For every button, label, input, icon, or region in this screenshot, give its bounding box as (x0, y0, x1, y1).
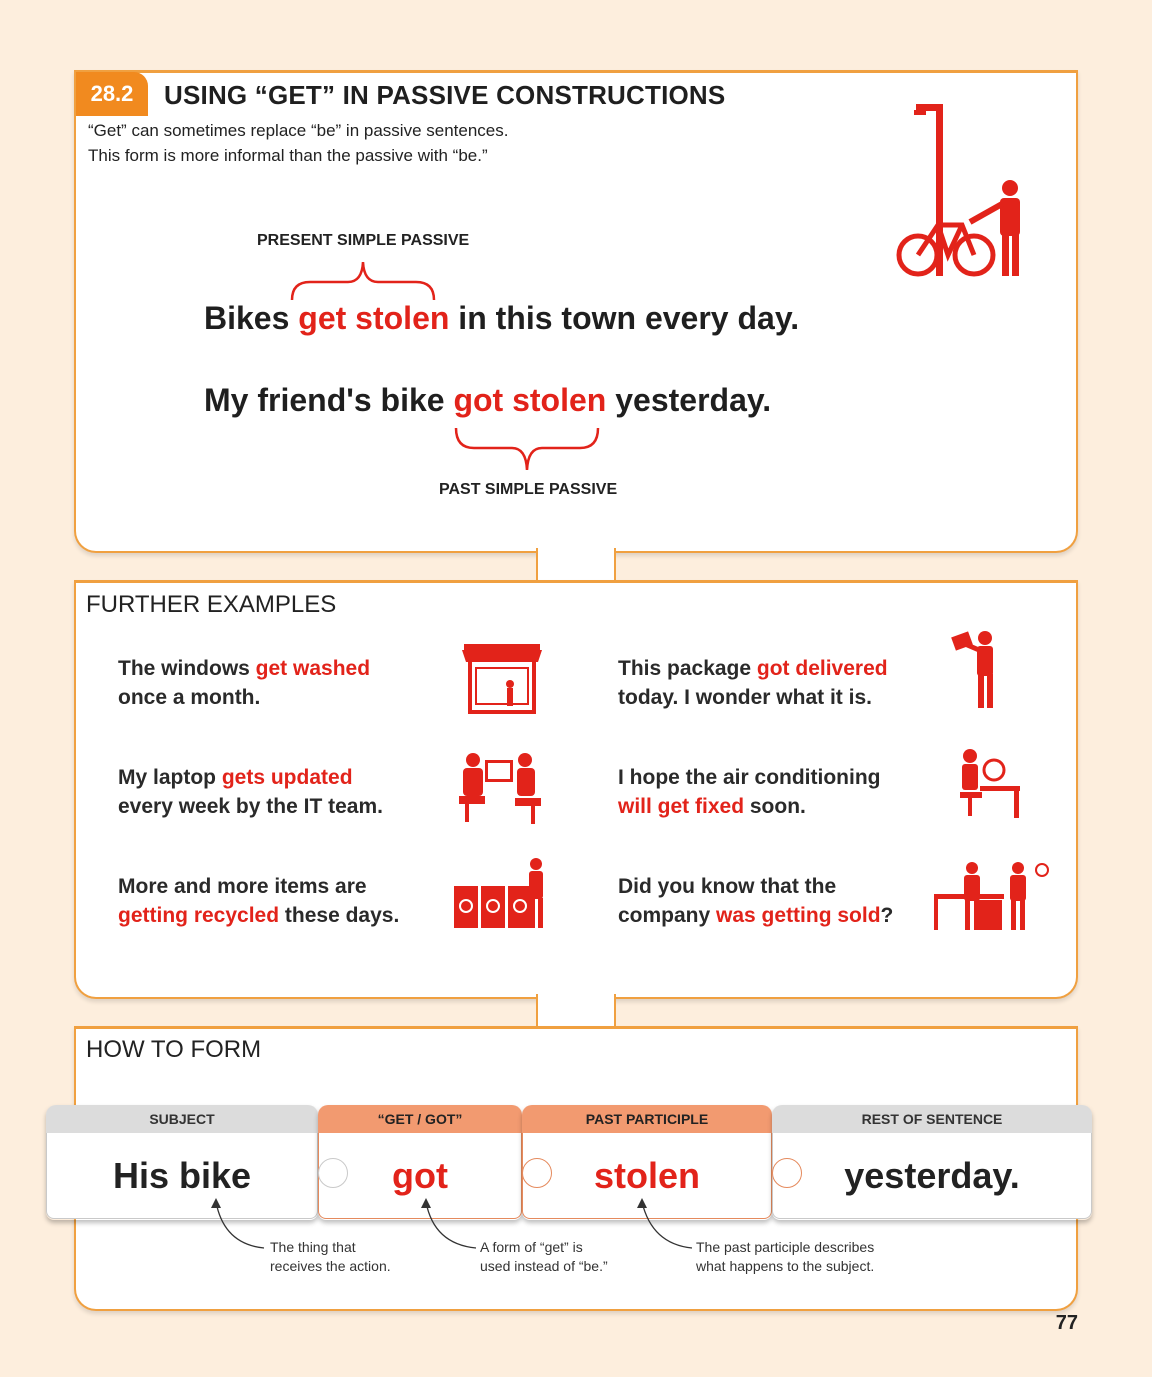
it-team-icon (455, 750, 545, 826)
sentence-1-start: Bikes (204, 300, 299, 336)
shop-window-icon (460, 640, 544, 716)
example-sentence-2 (204, 382, 771, 419)
note-past-participle: The past participle describes what happens to the subject. (696, 1239, 875, 1274)
past-participle-word: stolen (522, 1133, 772, 1219)
example-company-sold: Did you know that the company was getting sold? (618, 875, 894, 927)
subject-label: SUBJECT (46, 1105, 318, 1133)
rest-of-sentence-label: REST OF SENTENCE (772, 1105, 1092, 1133)
label-present-simple-passive: PRESENT SIMPLE PASSIVE (257, 232, 470, 249)
puzzle-knob-3 (772, 1158, 802, 1188)
intro-line-1: “Get” can sometimes replace “be” in passive sentences. (88, 121, 509, 140)
section-number-badge: 28.2 (76, 72, 148, 116)
how-to-form-heading: HOW TO FORM (86, 1036, 262, 1063)
example-sentence-1 (204, 300, 799, 337)
brace-bottom (452, 426, 602, 474)
sentence-2-end: yesterday. (606, 382, 772, 418)
sentence-1-highlight: get stolen (298, 300, 450, 336)
example-recycled: More and more items are getting recycled these days. (118, 875, 400, 927)
lifting-box-icon (945, 628, 1009, 714)
brace-top (288, 258, 438, 302)
rest-of-sentence-word: yesterday. (772, 1133, 1092, 1219)
panel-connector-1 (536, 548, 616, 582)
sentence-2-start: My friend's bike (204, 382, 454, 418)
label-past-simple-passive: PAST SIMPLE PASSIVE (439, 481, 618, 498)
past-participle-label: PAST PARTICIPLE (522, 1105, 772, 1133)
example-package: This package got delivered today. I wonder what it is. (618, 657, 888, 709)
sentence-1-end: in this town every day. (449, 300, 800, 336)
example-windows: The windows get washed once a month. (118, 657, 371, 709)
puzzle-rest-of-sentence (772, 1105, 1092, 1220)
subject-word: His bike (46, 1133, 318, 1219)
bike-thief-illustration (890, 100, 1030, 280)
section-title: USING “GET” IN PASSIVE CONSTRUCTIONS (164, 80, 726, 110)
panel-connector-2 (536, 994, 616, 1028)
note-subject: The thing that receives the action. (270, 1239, 391, 1274)
get-got-label: “GET / GOT” (318, 1105, 522, 1133)
broken-ac-icon (952, 742, 1024, 822)
page-number: 77 (1055, 1312, 1078, 1334)
example-laptop: My laptop gets updated every week by the IT team. (118, 766, 383, 818)
office-meeting-icon (930, 860, 1050, 934)
get-got-word: got (318, 1133, 522, 1219)
recycling-bins-icon (452, 856, 548, 932)
puzzle-knob-2 (522, 1158, 552, 1188)
example-air-conditioning: I hope the air conditioning will get fixed soon. (618, 766, 881, 818)
intro-line-2: This form is more informal than the passive with “be.” (88, 146, 488, 165)
further-examples-heading: FURTHER EXAMPLES (86, 591, 337, 618)
puzzle-knob-1 (318, 1158, 348, 1188)
note-get: A form of “get” is used instead of “be.” (480, 1239, 608, 1274)
sentence-2-highlight: got stolen (453, 382, 607, 418)
